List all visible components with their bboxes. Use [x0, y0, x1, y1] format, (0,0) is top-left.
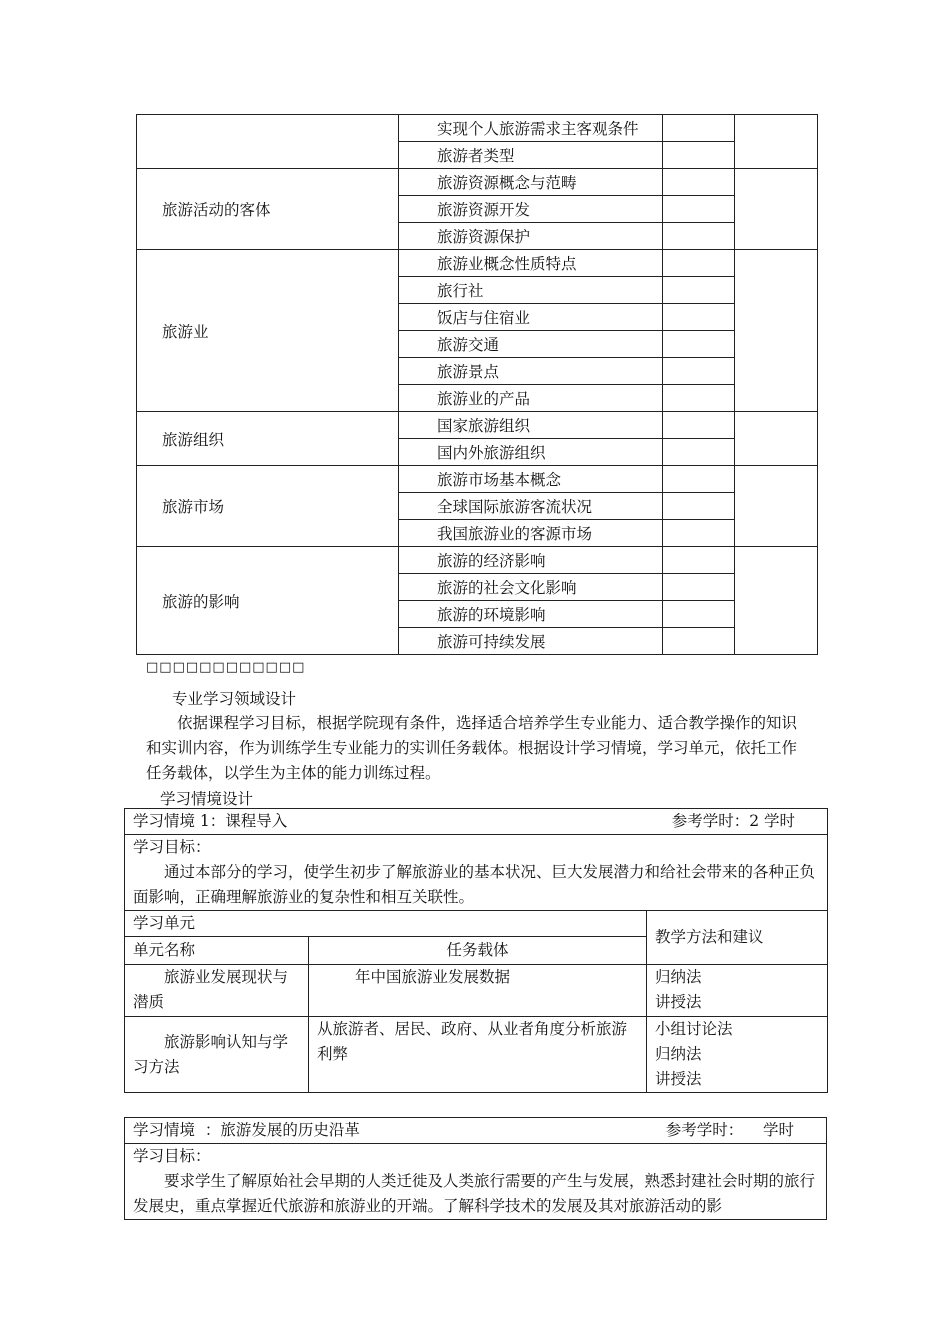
topic-item: 旅游市场基本概念: [399, 466, 663, 493]
topic-item: 旅游资源开发: [399, 196, 663, 223]
empty-cell: [735, 466, 818, 547]
empty-cell: [663, 493, 735, 520]
topic-item: 旅游的经济影响: [399, 547, 663, 574]
col-task-header: 任务载体: [309, 937, 647, 965]
empty-cell: [663, 412, 735, 439]
topic-item: 旅游业概念性质特点: [399, 250, 663, 277]
situation-1-hours: 参考学时：2 学时: [671, 812, 796, 830]
methods-header: 教学方法和建议: [647, 911, 828, 965]
topic-item: 旅游景点: [399, 358, 663, 385]
situation-1-table: [124, 808, 828, 1093]
empty-cell: [663, 304, 735, 331]
topic-item: 旅行社: [399, 277, 663, 304]
topic-item: 实现个人旅游需求主客观条件: [399, 115, 663, 142]
topic-item: 旅游资源保护: [399, 223, 663, 250]
topic-item: 旅游的环境影响: [399, 601, 663, 628]
topic-category: 旅游市场: [137, 466, 399, 547]
goal-label: 学习目标：: [133, 838, 211, 856]
empty-cell: [735, 547, 818, 655]
empty-cell: [663, 331, 735, 358]
empty-cell: [663, 520, 735, 547]
situation-2-hours: 参考学时： 学时: [665, 1121, 794, 1139]
situation-1-title: 学习情境 1：课程导入: [133, 812, 288, 830]
empty-cell: [663, 601, 735, 628]
goal-label: 学习目标：: [133, 1147, 211, 1165]
topic-item: 国家旅游组织: [399, 412, 663, 439]
task-carrier: 从旅游者、居民、政府、从业者角度分析旅游利弊: [309, 1017, 647, 1093]
topic-item: 旅游的社会文化影响: [399, 574, 663, 601]
empty-cell: [735, 250, 818, 412]
empty-cell: [663, 223, 735, 250]
intro-paragraph: 依据课程学习目标，根据学院现有条件，选择适合培养学生专业能力、适合教学操作的知识和实训内容，作为训练学生专业能力的实训任务载体。根据设计学习情境，学习单元，依托工作任务载体，以学生为主体的能力训练过程。: [146, 714, 798, 782]
empty-cell: [663, 277, 735, 304]
method-item: 讲授法: [655, 993, 702, 1011]
empty-cell: [663, 115, 735, 142]
situation-1-header: [125, 809, 828, 835]
subsection-title: 学习情境设计: [160, 790, 254, 808]
empty-cell: [663, 196, 735, 223]
method-item: 归纳法: [655, 1045, 702, 1063]
topic-item: 旅游业的产品: [399, 385, 663, 412]
empty-cell: [663, 142, 735, 169]
situation-2-table: [124, 1117, 827, 1220]
situation-2-header: [125, 1118, 827, 1144]
topic-category: [137, 115, 399, 169]
empty-cell: [735, 169, 818, 250]
topic-category: 旅游的影响: [137, 547, 399, 655]
method-item: 归纳法: [655, 968, 702, 986]
task-carrier: 年中国旅游业发展数据: [309, 965, 647, 1017]
topic-item: 旅游可持续发展: [399, 628, 663, 655]
section-title: 专业学习领域设计: [172, 690, 297, 708]
topic-category: 旅游组织: [137, 412, 399, 466]
unit-name: 旅游影响认知与学习方法: [125, 1017, 309, 1093]
topic-item: 旅游交通: [399, 331, 663, 358]
empty-cell: [735, 412, 818, 466]
garbled-text-line: □□□□□□□□□□□□: [146, 660, 306, 675]
topic-item: 饭店与住宿业: [399, 304, 663, 331]
topic-item: 旅游资源概念与范畴: [399, 169, 663, 196]
topic-category: 旅游活动的客体: [137, 169, 399, 250]
topic-item: 旅游者类型: [399, 142, 663, 169]
empty-cell: [663, 574, 735, 601]
unit-name: 旅游业发展现状与潜质: [125, 965, 309, 1017]
empty-cell: [663, 358, 735, 385]
empty-cell: [663, 169, 735, 196]
method-item: 小组讨论法: [655, 1020, 733, 1038]
teaching-methods: [647, 1017, 828, 1093]
goal-text: 通过本部分的学习，使学生初步了解旅游业的基本状况、巨大发展潜力和给社会带来的各种正负面影响，正确理解旅游业的复杂性和相互关联性。: [133, 863, 816, 906]
empty-cell: [663, 250, 735, 277]
goal-text: 要求学生了解原始社会早期的人类迁徙及人类旅行需要的产生与发展，熟悉封建社会时期的旅行发展史，重点掌握近代旅游和旅游业的开端。了解科学技术的发展及其对旅游活动的影: [133, 1172, 816, 1215]
empty-cell: [663, 628, 735, 655]
empty-cell: [663, 547, 735, 574]
empty-cell: [663, 466, 735, 493]
empty-cell: [663, 385, 735, 412]
situation-1-goal: [125, 835, 828, 911]
units-label: 学习单元: [125, 911, 647, 937]
topic-item: 我国旅游业的客源市场: [399, 520, 663, 547]
empty-cell: [663, 439, 735, 466]
empty-cell: [735, 115, 818, 169]
topic-item: 全球国际旅游客流状况: [399, 493, 663, 520]
method-item: 讲授法: [655, 1070, 702, 1088]
teaching-methods: [647, 965, 828, 1017]
col-unit-header: 单元名称: [125, 937, 309, 965]
situation-2-goal: [125, 1144, 827, 1220]
situation-2-title: 学习情境 ：旅游发展的历史沿革: [133, 1121, 360, 1139]
topic-item: 国内外旅游组织: [399, 439, 663, 466]
topics-table: [136, 114, 818, 655]
topic-category: 旅游业: [137, 250, 399, 412]
